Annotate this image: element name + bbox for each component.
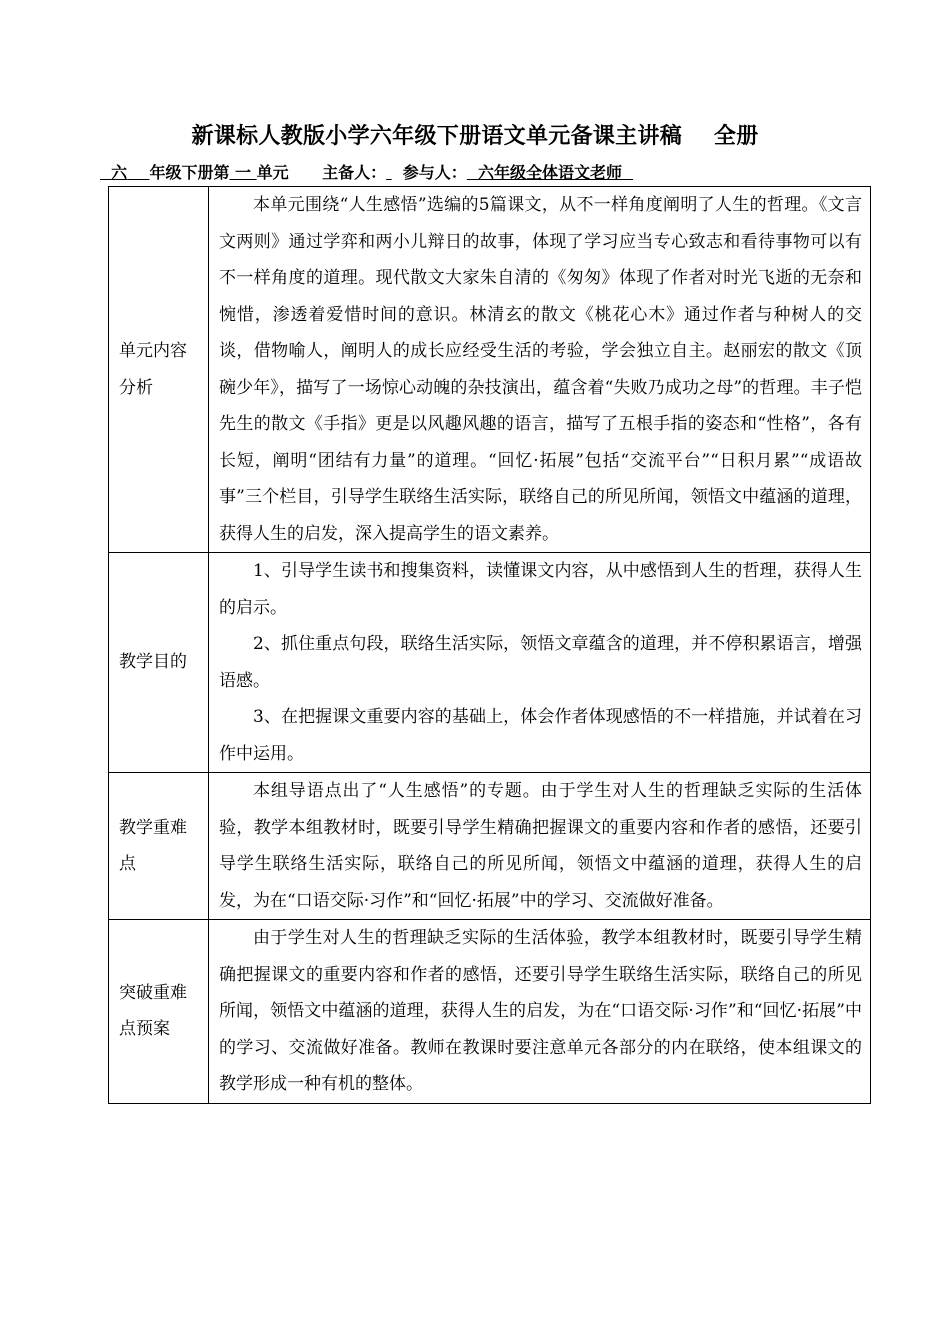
participants-value: 六年级全体语文老师 xyxy=(477,163,622,182)
row-label-unit-analysis: 单元内容分析 xyxy=(109,187,209,553)
main-preparer-label: 主备人： xyxy=(322,163,387,182)
content-paragraph: 3、在把握课文重要内容的基础上，体会作者体现感悟的不一样措施，并试着在习作中运用。 xyxy=(219,707,862,764)
unit-text: 单元 xyxy=(256,163,289,182)
participants-label: 参与人： xyxy=(402,163,467,182)
table-row-breakthrough-plan xyxy=(109,920,871,1104)
row-content-key-difficulties xyxy=(209,773,871,920)
unit-info-line xyxy=(100,160,880,186)
table-row-teaching-goals xyxy=(109,553,871,773)
content-paragraph: 由于学生对人生的哲理缺乏实际的生活体验，教学本组教材时，既要引导学生精确把握课文的重要内容和作者的感悟，还要引导学生联络生活实际，联络自己的所见所闻，领悟文中蕴涵的道理，获得人生的启发，为在“口语交际·习作”和“回忆·拓展”中的学习、交流做好准备。教师在教课时要注意单元各部分的内在联络，使本组课文的教学形成一种有机的整体。 xyxy=(219,928,862,1094)
content-paragraph: 1、引导学生读书和搜集资料，读懂课文内容，从中感悟到人生的哲理，获得人生的启示。 xyxy=(219,561,862,618)
table-row-unit-analysis xyxy=(109,187,871,553)
document-title: 新课标人教版小学六年级下册语文单元备课主讲稿 全册 xyxy=(191,124,759,149)
content-paragraph: 本单元围绕“人生感悟”选编的5篇课文，从不一样角度阐明了人生的哲理。《文言文两则》通过学弈和两小儿辩日的故事，体现了学习应当专心致志和看待事物可以有不一样角度的道理。现代散文大家朱自清的《匆匆》体现了作者对时光飞逝的无奈和惋惜，渗透着爱惜时间的意识。林清玄的散文《桃花心木》通过作者与种树人的交谈，借物喻人，阐明人的成长应经受生活的考验，学会独立自主。赵丽宏的散文《顶碗少年》，描写了一场惊心动魄的杂技演出，蕴含着“失败乃成功之母”的哲理。丰子恺先生的散文《手指》更是以风趣风趣的语言，描写了五根手指的姿态和“性格”，各有长短，阐明“团结有力量”的道理。“回忆·拓展”包括“交流平台”“日积月累”“成语故事”三个栏目，引导学生联络生活实际，联络自己的所见所闻，领悟文中蕴涵的道理，获得人生的启发，深入提高学生的语文素养。 xyxy=(219,195,862,544)
grade-value: 六 xyxy=(111,163,128,182)
row-content-teaching-goals xyxy=(209,553,871,773)
row-content-breakthrough-plan xyxy=(209,920,871,1104)
row-label-breakthrough-plan: 突破重难点预案 xyxy=(109,920,209,1104)
grade-unit-text: 年级下册第 xyxy=(149,163,230,182)
lesson-plan-table xyxy=(108,186,871,1104)
unit-number: 一 xyxy=(235,163,252,182)
content-paragraph: 本组导语点出了“人生感悟”的专题。由于学生对人生的哲理缺乏实际的生活体验，教学本组教材时，既要引导学生精确把握课文的重要内容和作者的感悟，还要引导学生联络生活实际，联络自己的所见所闻，领悟文中蕴涵的道理，获得人生的启发，为在“口语交际·习作”和“回忆·拓展”中的学习、交流做好准备。 xyxy=(219,781,862,911)
table-row-key-difficulties xyxy=(109,773,871,920)
row-label-key-difficulties: 教学重难点 xyxy=(109,773,209,920)
content-paragraph: 2、抓住重点句段，联络生活实际，领悟文章蕴含的道理，并不停积累语言，增强语感。 xyxy=(219,634,862,691)
row-content-unit-analysis xyxy=(209,187,871,553)
row-label-teaching-goals: 教学目的 xyxy=(109,553,209,773)
